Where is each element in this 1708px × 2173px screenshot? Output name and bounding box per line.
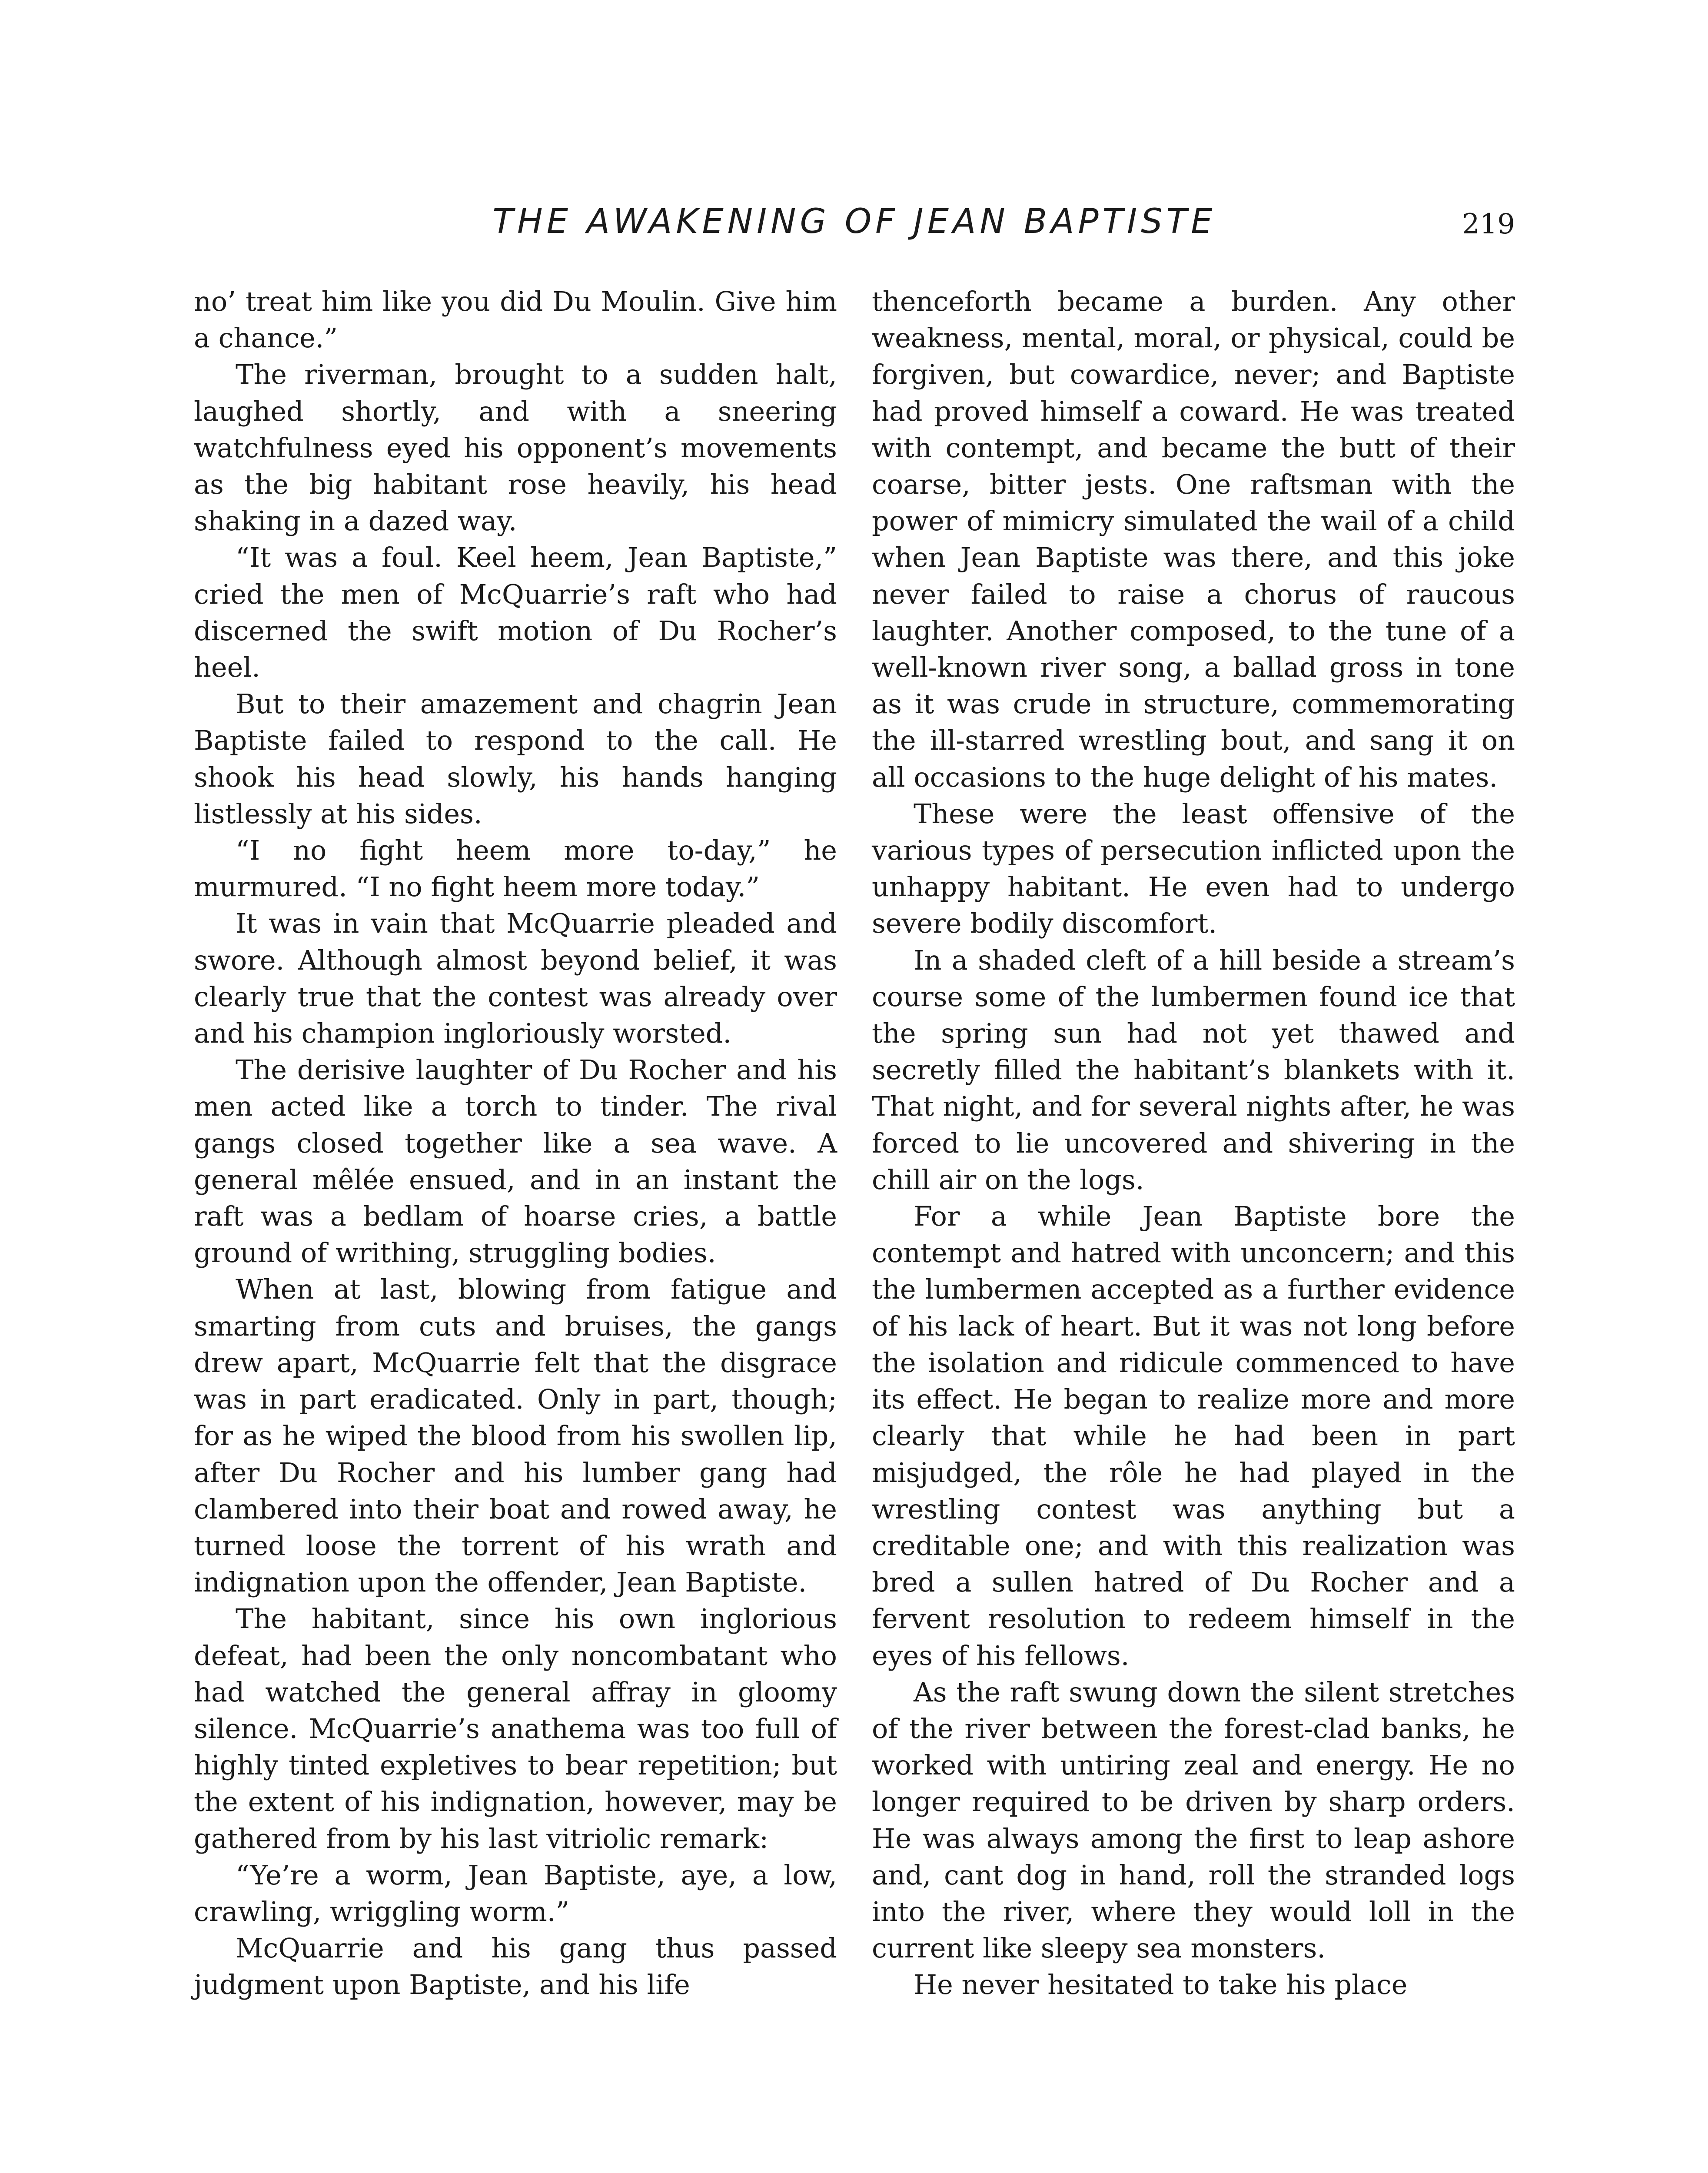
paragraph: The riverman, brought to a sudden halt, laughed shortly, and with a sneering watchfulness eyed his opponent’s movements as the big habitant rose heavily, his head shaking in a dazed way. (194, 359, 837, 537)
paragraph: But to their amazement and chagrin Jean Baptiste failed to respond to the call. He shook his head slowly, his hands hanging listlessly at his sides. (194, 688, 837, 830)
page-header (194, 198, 1515, 250)
paragraph: When at last, blowing from fatigue and smarting from cuts and bruises, the gangs drew apart, McQuarrie felt that the disgrace was in part eradicated. Only in part, though; for as he wiped the blood from his swollen lip, after Du Rocher and his lumber gang had clambered into their boat and rowed away, he turned loose the torrent of his wrath and indignation upon the offender, Jean Baptiste. (194, 1273, 837, 1598)
paragraph: The derisive laughter of Du Rocher and his men acted like a torch to tinder. The rival gangs closed together like a sea wave. A general mêlée ensued, and in an instant the raft was a bedlam of hoarse cries, a battle ground of writhing, struggling bodies. (194, 1054, 837, 1269)
paragraph: It was in vain that McQuarrie pleaded and swore. Although almost beyond belief, it was clearly true that the contest was already over and his champion ingloriously worsted. (194, 907, 837, 1050)
paragraph: thenceforth became a burden. Any other weakness, mental, moral, or physical, could be forgiven, but cowardice, never; and Baptiste had proved himself a coward. He was treated with contempt, and became the butt of their coarse, bitter jests. One raftsman with the power of mimicry simulated the wail of a child when Jean Baptiste was there, and this joke never failed to raise a chorus of raucous laughter. Another composed, to the tune of a well-known river song, a ballad gross in tone as it was crude in structure, commemorating the ill-starred wrestling bout, and sang it on all occasions to the huge delight of his mates. (872, 286, 1515, 793)
paragraph: As the raft swung down the silent stretches of the river between the forest-clad banks, he worked with untiring zeal and energy. He no longer required to be driven by sharp orders. He was always among the first to leap ashore and, cant dog in hand, roll the stranded logs into the river, where they would loll in the current like sleepy sea monsters. (872, 1676, 1515, 1964)
left-column (194, 283, 837, 2004)
page-number: 219 (1462, 208, 1515, 240)
paragraph: “Ye’re a worm, Jean Baptiste, aye, a low, crawling, wriggling worm.” (194, 1859, 837, 1927)
paragraph: McQuarrie and his gang thus passed judgment upon Baptiste, and his life (194, 1932, 837, 2001)
paragraph: These were the least offensive of the various types of persecution inflicted upon the unhappy habitant. He even had to undergo severe bodily discomfort. (872, 797, 1515, 940)
paragraph: For a while Jean Baptiste bore the contempt and hatred with unconcern; and this the lumbermen accepted as a further evidence of his lack of heart. But it was not long before the isolation and ridicule commenced to have its effect. He began to realize more and more clearly that while he had been in part misjudged, the rôle he had played in the wrestling contest was anything but a creditable one; and with this realization was bred a sullen hatred of Du Rocher and a fervent resolution to redeem himself in the eyes of his fellows. (872, 1200, 1515, 1671)
paragraph: “It was a foul. Keel heem, Jean Baptiste,” cried the men of McQuarrie’s raft who had discerned the swift motion of Du Rocher’s heel. (194, 542, 837, 684)
paragraph: “I no fight heem more to-day,” he murmured. “I no fight heem more today.” (194, 834, 837, 903)
paragraph: He never hesitated to take his place (914, 1969, 1408, 2001)
right-column (872, 283, 1515, 2004)
paragraph: no’ treat him like you did Du Moulin. Give him a chance.” (194, 286, 837, 354)
running-title: THE AWAKENING OF JEAN BAPTISTE (492, 202, 1216, 241)
paragraph: The habitant, since his own inglorious defeat, had been the only noncombatant who had watched the general affray in gloomy silence. McQuarrie’s anathema was too full of highly tinted expletives to bear repetition; but the extent of his indignation, however, may be gathered from by his last vitriolic remark: (194, 1603, 837, 1854)
paragraph: In a shaded cleft of a hill beside a stream’s course some of the lumbermen found ice that the spring sun had not yet thawed and secretly filled the habitant’s blankets with it. That night, and for several nights after, he was forced to lie uncovered and shivering in the chill air on the logs. (872, 944, 1515, 1196)
